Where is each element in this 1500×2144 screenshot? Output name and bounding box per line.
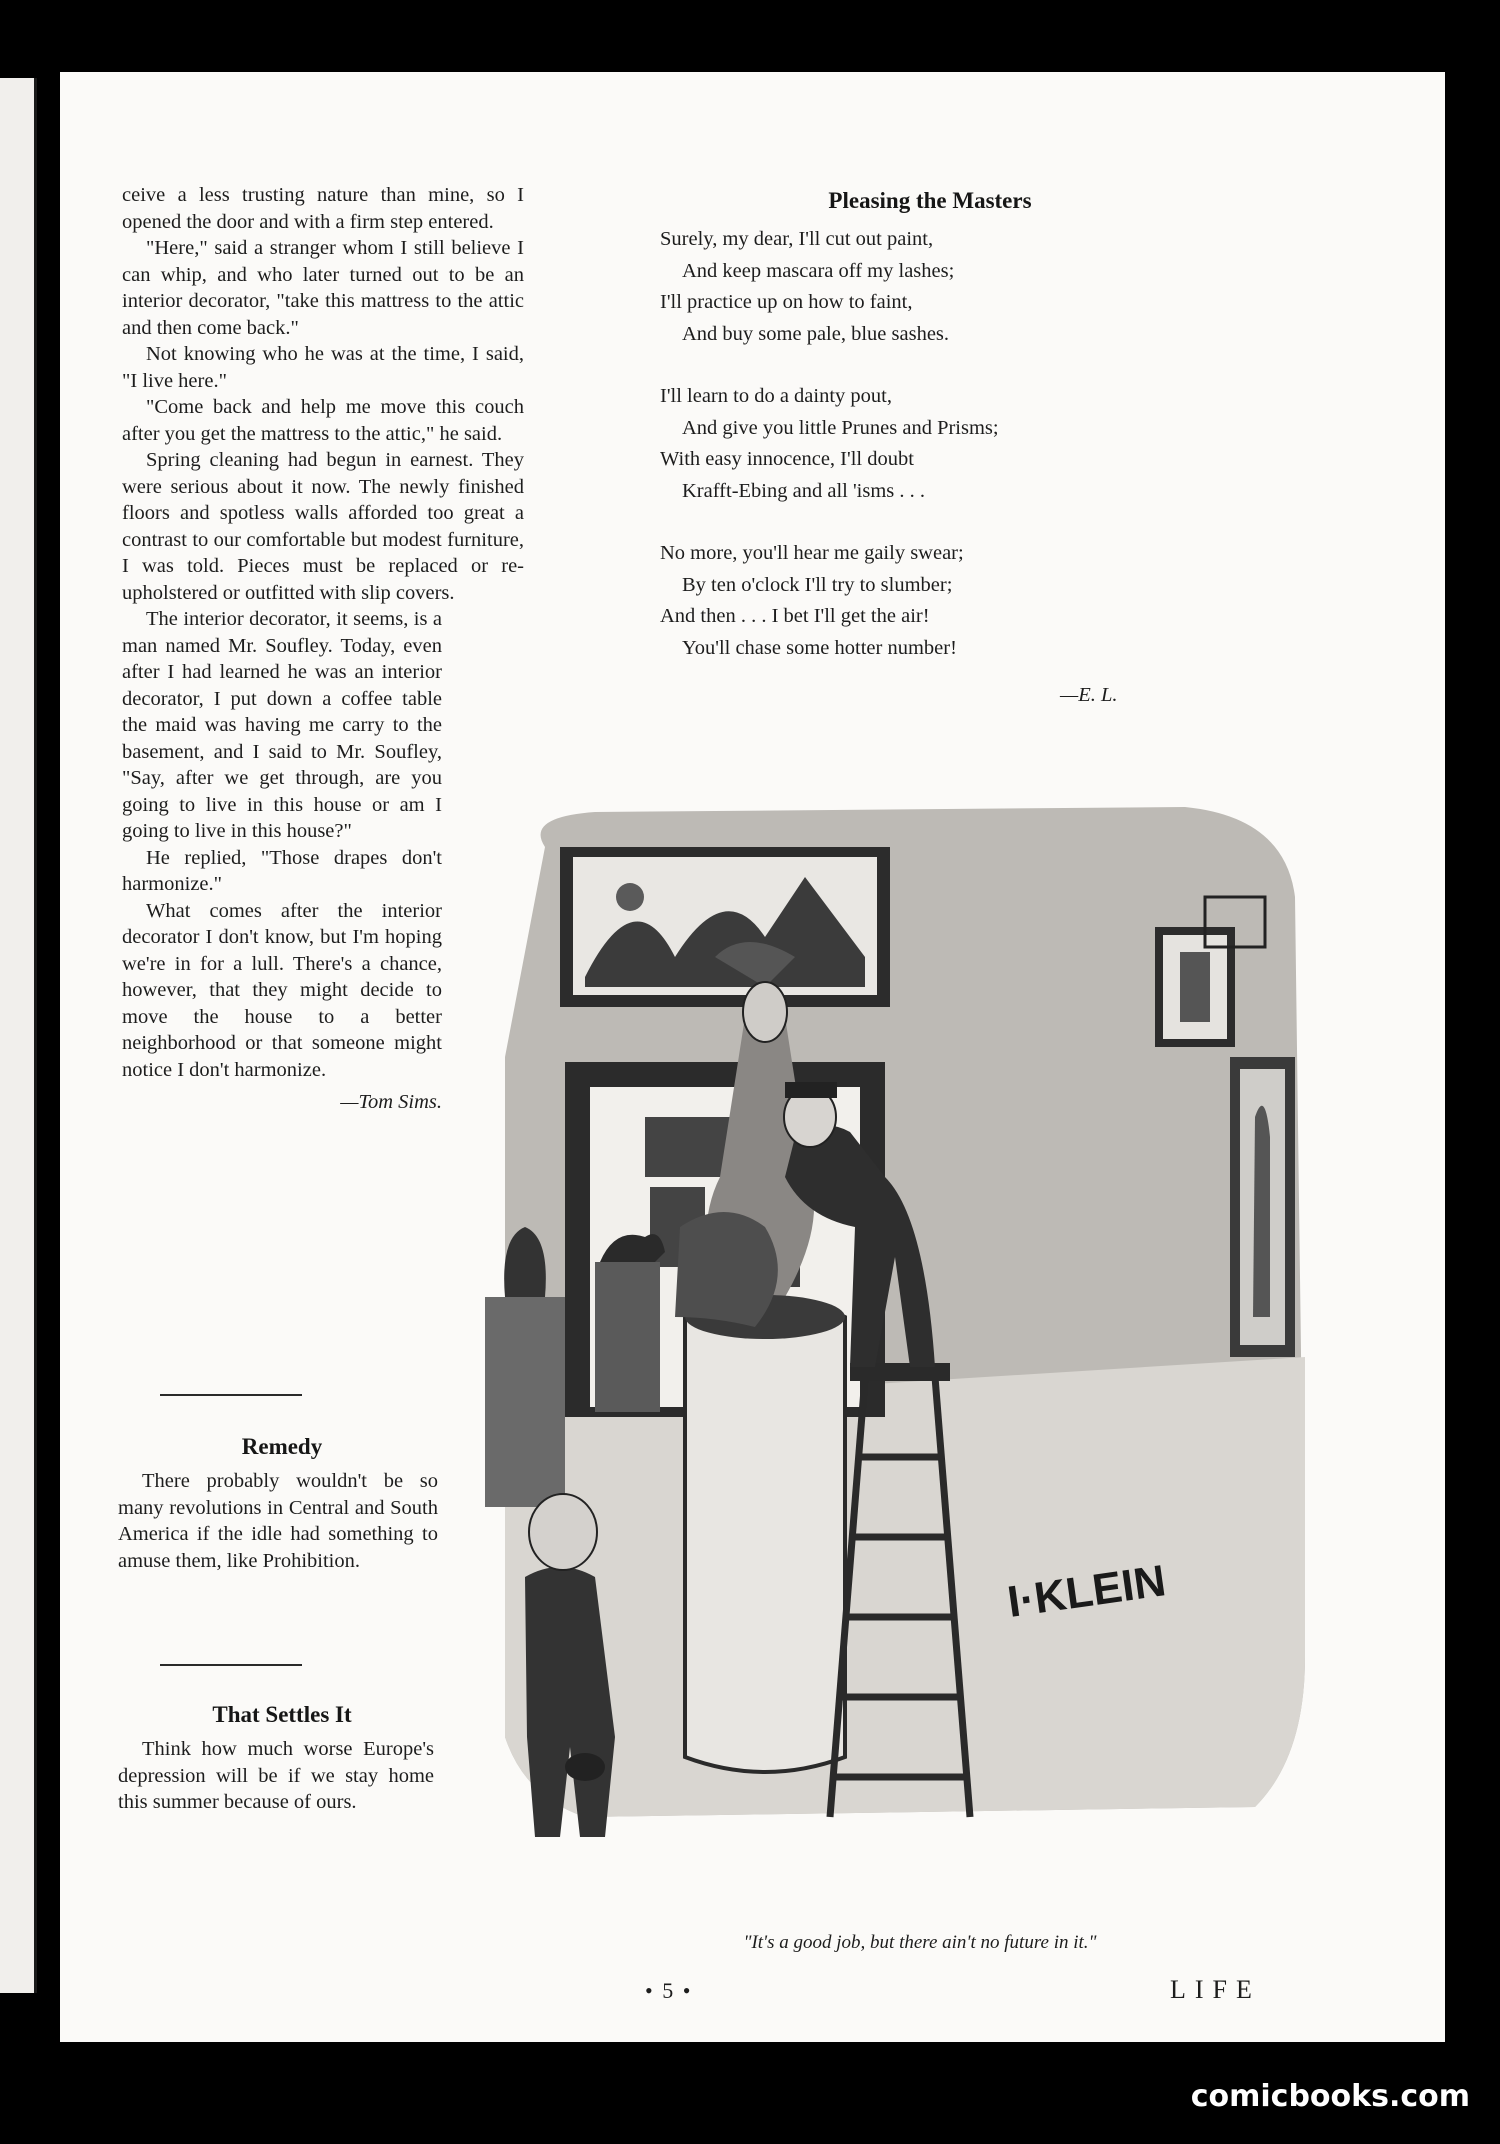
story-paragraph: "Here," said a stranger whom I still believe I can whip, and who later turned out to be an interior decorator, "take this mattress to the attic and then come back." [122,237,524,339]
poem-line: Krafft-Ebing and all 'isms . . . [682,479,926,502]
story-paragraph: Not knowing who he was at the time, I said, "I live here." [122,343,524,392]
page-number: • 5 • [645,1978,693,2003]
poem-line: With easy innocence, I'll doubt [660,448,914,470]
poem-line: No more, you'll hear me gaily swear; [660,542,964,564]
poem-line: Surely, my dear, I'll cut out paint, [660,228,934,250]
poem-line: And give you little Prunes and Prisms; [682,416,999,439]
poem-stanza [660,381,1160,507]
poem-line: By ten o'clock I'll try to slumber; [682,573,953,596]
poem-line: I'll learn to do a dainty pout, [660,385,892,407]
poem-line: I'll practice up on how to faint, [660,291,913,313]
remedy-title: Remedy [241,1434,323,1459]
artist-signature: I·KLEIN [1004,1556,1169,1627]
story-paragraph: ceive a less trusting nature than mine, so I opened the door and with a firm step entered. [122,184,524,233]
poem-line: And buy some pale, blue sashes. [682,322,950,345]
magazine-name: LIFE [1170,1975,1261,2004]
remedy-text: There probably wouldn't be so many revolutions in Central and South America if the idle had something to amuse them, like Prohibition. [118,1470,438,1572]
story-paragraph: He replied, "Those drapes don't harmonize." [122,846,442,895]
story-paragraph: The interior decorator, it seems, is a man named Mr. Soufley. Today, even after I had learned he was an interior decorator, I put down a coffee table the maid was having me carry to the basement, and I said to Mr. Soufley, "Say, after we get through, are you going to live in this house or am I going to live in this house?" [122,608,442,842]
story-signature: —Tom Sims. [340,1091,442,1113]
section-divider [160,1394,302,1396]
section-divider [160,1664,302,1666]
settles-title: That Settles It [212,1702,352,1727]
poem-line: And then . . . I bet I'll get the air! [660,605,930,627]
magazine-page [60,72,1445,2042]
story-paragraph: "Come back and help me move this couch after you get the mattress to the attic," he said. [122,396,524,445]
story-paragraph: Spring cleaning had begun in earnest. They were serious about it now. The newly finished floors and spotless walls afforded too great a contrast to our comfortable but modest furniture, I was told. Pieces must be replaced or re-upholstered or outfitted with slip covers. [122,449,524,604]
poem-body [660,224,1160,695]
poem-title: Pleasing the Masters [828,188,1032,213]
poem-line: You'll chase some hotter number! [682,636,957,659]
museum-cartoon-illustration [465,757,1325,1927]
poem-signature: —E. L. [1060,684,1118,706]
poem-stanza [660,224,1160,350]
poem-line: And keep mascara off my lashes; [682,259,955,282]
watermark: comicbooks.com [1190,2079,1470,2114]
previous-page-edge [0,78,37,1993]
story-paragraph: What comes after the interior decorator I don't know, but I'm hoping we're in for a lull. There's a chance, however, that they might decide to move the house to a better neighborhood or that someone might notice I don't harmonize. [122,899,442,1081]
poem-stanza [660,538,1160,664]
settles-text: Think how much worse Europe's depression will be if we stay home this summer because of ours. [118,1738,434,1813]
cartoon-caption: "It's a good job, but there ain't no future in it." [743,1932,1097,1953]
left-column-story [122,182,524,1116]
